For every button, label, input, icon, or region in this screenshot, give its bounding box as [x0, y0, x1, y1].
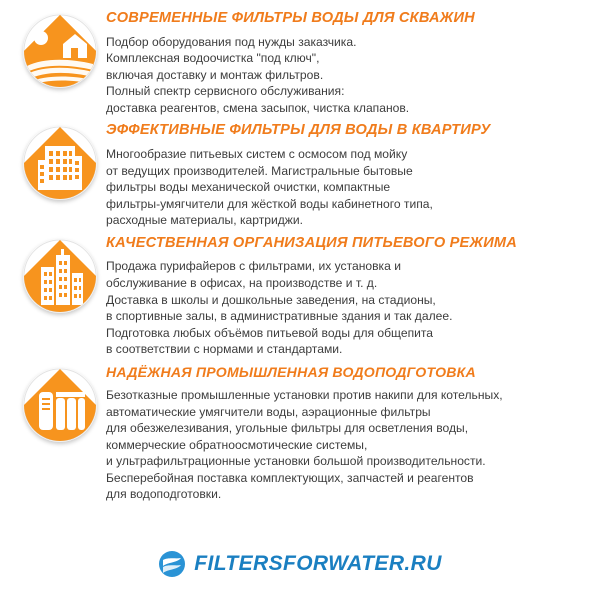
- body-line: фильтры воды механической очистки, компактные: [106, 180, 391, 195]
- section-block-industrial: [14, 364, 586, 503]
- body-line: Безотказные промышленные установки против накипи для котельных,: [106, 387, 503, 402]
- body-line: и ультрафильтрационные установки большой производительности.: [106, 454, 486, 469]
- section-block-drinking-regime: [14, 235, 586, 358]
- section-block-apartment: [14, 122, 586, 228]
- icon-column: [14, 364, 106, 442]
- body-line: в спортивные залы, в административные здания и так далее.: [106, 309, 453, 324]
- section-body: [106, 146, 582, 229]
- fields-landscape-icon: [23, 14, 97, 88]
- body-line: Подбор оборудования под нужды заказчика.: [106, 34, 357, 49]
- body-line: Продажа пурифайеров с фильтрами, их установка и: [106, 259, 401, 274]
- section-block-wells: [14, 10, 586, 116]
- body-line: для водоподготовки.: [106, 487, 222, 502]
- text-column: [106, 122, 586, 228]
- icon-column: [14, 122, 106, 200]
- section-body: [106, 258, 582, 358]
- water-swirl-logo-icon: [158, 550, 186, 578]
- section-heading: СОВРЕМЕННЫЕ ФИЛЬТРЫ ВОДЫ ДЛЯ СКВАЖИН: [106, 10, 475, 26]
- icon-column: [14, 10, 106, 88]
- brand-name: FILTERSFORWATER.RU: [194, 552, 442, 575]
- body-line: Подготовка любых объёмов питьевой воды для общепита: [106, 325, 434, 340]
- section-heading: ЭФФЕКТИВНЫЕ ФИЛЬТРЫ ДЛЯ ВОДЫ В КВАРТИРУ: [106, 122, 491, 139]
- body-line: от ведущих производителей. Магистральные бытовые: [106, 163, 413, 178]
- section-heading: КАЧЕСТВЕННАЯ ОРГАНИЗАЦИЯ ПИТЬЕВОГО РЕЖИМА: [106, 234, 518, 251]
- section-body: [106, 34, 582, 117]
- body-line: в соответствии с нормами и стандартами.: [106, 342, 343, 357]
- body-line: Комплексная водоочистка "под ключ",: [106, 51, 320, 66]
- section-body: [106, 387, 582, 503]
- body-line: Доставка в школы и дошкольные заведения, на стадионы,: [106, 292, 436, 307]
- text-column: [106, 235, 586, 358]
- footer-brand[interactable]: [0, 550, 600, 578]
- body-line: для обезжелезивания, угольные фильтры для осветления воды,: [106, 421, 469, 436]
- body-line: автоматические умягчители воды, аэрационные фильтры: [106, 404, 431, 419]
- body-line: Бесперебойная поставка комплектующих, запчастей и реагентов: [106, 470, 474, 485]
- body-line: расходные материалы, картриджи.: [106, 213, 303, 228]
- body-line: Многообразие питьевых систем с осмосом под мойку: [106, 146, 408, 161]
- body-line: обслуживание в офисах, на производстве и т. д.: [106, 276, 378, 291]
- body-line: коммерческие обратноосмотические системы,: [106, 437, 368, 452]
- apartment-building-icon: [23, 126, 97, 200]
- body-line: фильтры-умягчители для жёсткой воды кабинетного типа,: [106, 196, 433, 211]
- body-line: Полный спектр сервисного обслуживания:: [106, 84, 345, 99]
- icon-column: [14, 235, 106, 313]
- section-heading: НАДЁЖНАЯ ПРОМЫШЛЕННАЯ ВОДОПОДГОТОВКА: [106, 364, 476, 380]
- city-towers-icon: [23, 239, 97, 313]
- text-column: [106, 10, 586, 116]
- body-line: доставка реагентов, смена засыпок, чистка клапанов.: [106, 100, 410, 115]
- industrial-equipment-icon: [23, 368, 97, 442]
- text-column: [106, 364, 586, 503]
- body-line: включая доставку и монтаж фильтров.: [106, 67, 324, 82]
